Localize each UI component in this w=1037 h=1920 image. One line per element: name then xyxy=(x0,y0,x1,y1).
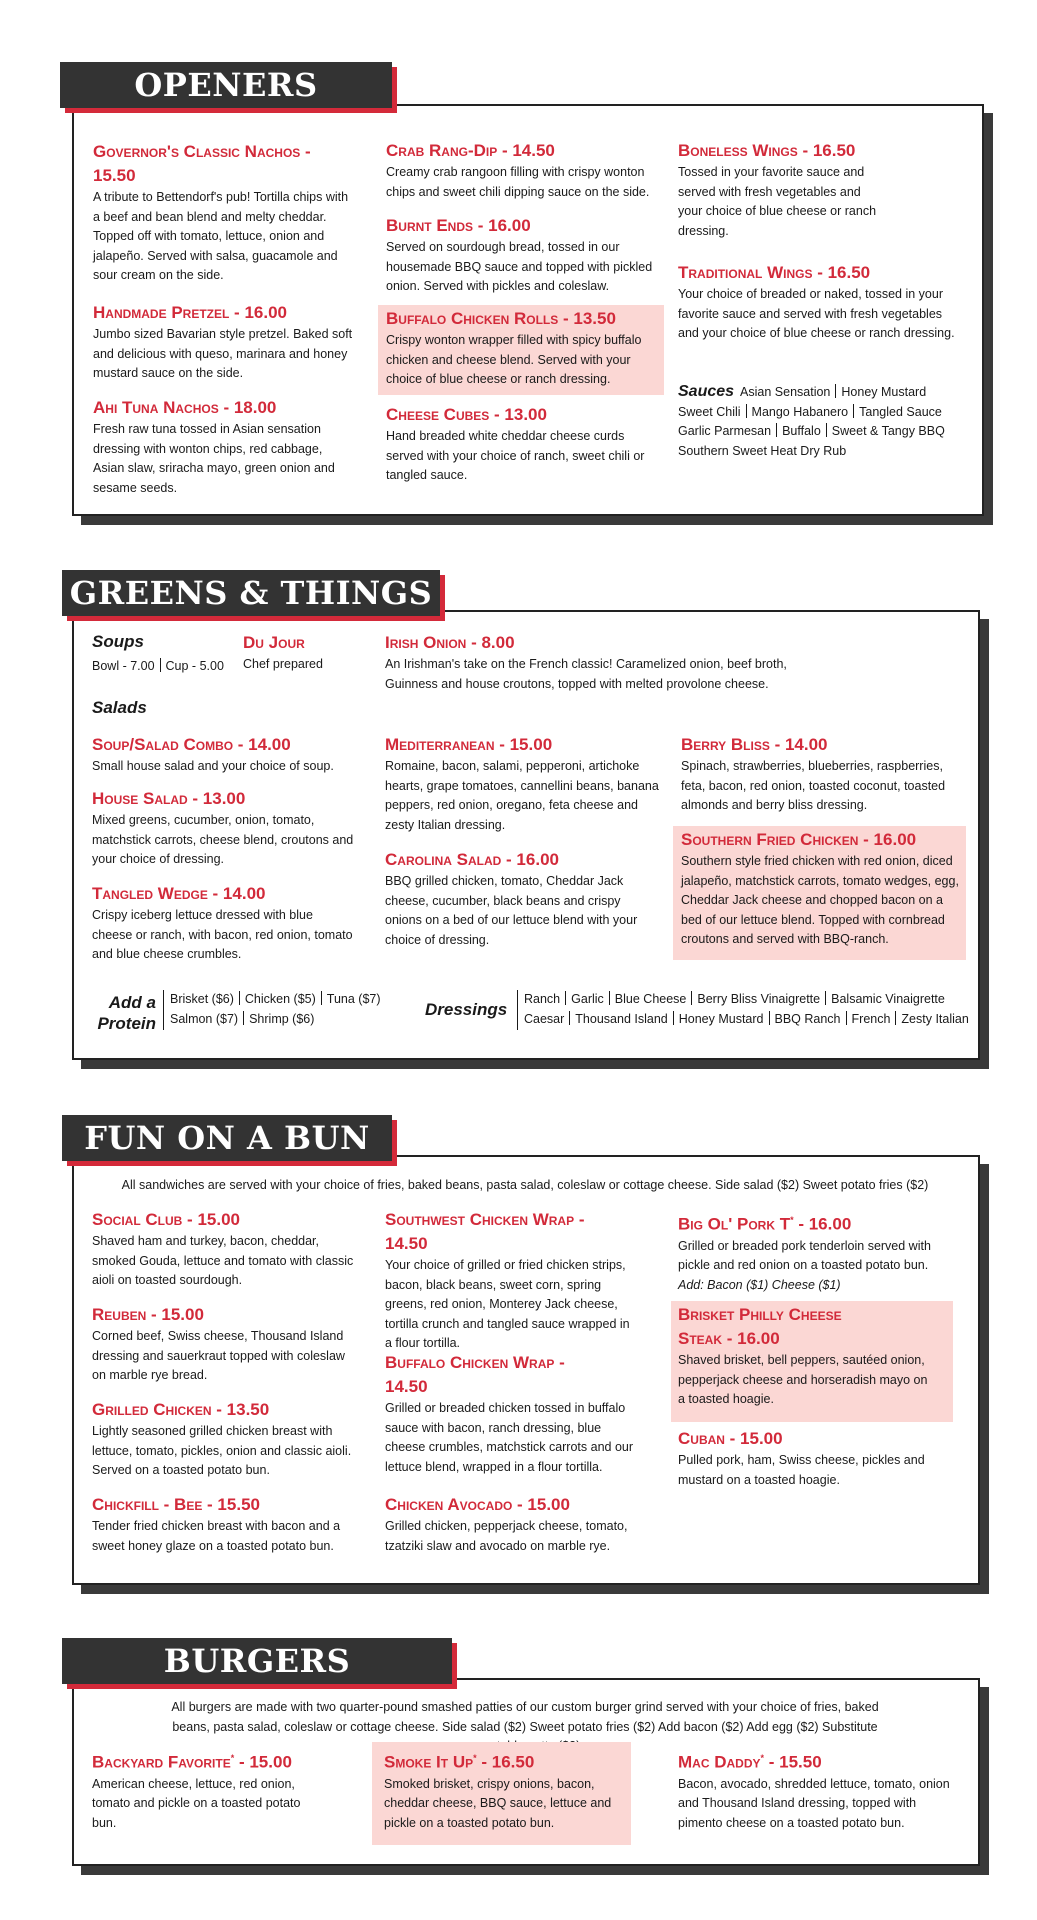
item-desc: Small house salad and your choice of soup. xyxy=(92,759,334,773)
item-name: Burnt Ends - 16.00 xyxy=(386,216,531,235)
menu-item xyxy=(678,1427,928,1490)
sauce-item: Garlic Parmesan xyxy=(678,424,772,439)
protein-label xyxy=(92,992,156,1034)
item-desc: Shaved brisket, bell peppers, sautéed onion, pepperjack cheese and horseradish mayo on a toasted hoagie. xyxy=(678,1353,928,1407)
sauces-list xyxy=(678,382,968,461)
dressing-option: Ranch xyxy=(524,992,561,1006)
protein-option: Brisket ($6) xyxy=(170,992,234,1006)
menu-item xyxy=(386,139,654,202)
dressing-option: French xyxy=(851,1011,891,1026)
menu-item xyxy=(92,1398,354,1481)
sauce-item: Mango Habanero xyxy=(751,404,849,419)
item-desc: Crispy wonton wrapper filled with spicy buffalo chicken and cheese blend. Served with your choice of blue cheese or ranch dressing. xyxy=(386,333,642,387)
menu-item xyxy=(92,787,354,870)
sauce-item: Buffalo xyxy=(782,424,821,439)
soup-sizes xyxy=(92,657,224,677)
item-name: Backyard Favorite* - 15.00 xyxy=(92,1752,292,1772)
menu-item xyxy=(92,1746,362,1833)
bun-note: All sandwiches are served with your choice of fries, baked beans, pasta salad, coleslaw or cottage cheese. Side salad ($2) Sweet potato fries ($2) xyxy=(121,1178,929,1192)
sauces-label: Sauces xyxy=(678,383,735,400)
menu-item xyxy=(385,631,840,694)
bun-title: FUN ON A BUN xyxy=(62,1115,392,1161)
openers-title: OPENERS xyxy=(60,62,392,108)
protein-option: Salmon ($7) xyxy=(170,1011,239,1026)
greens-title: GREENS & THINGS xyxy=(62,570,440,616)
item-desc: An Irishman's take on the French classic! Caramelized onion, beef broth, Guinness and house croutons, topped with melted provolone cheese. xyxy=(385,657,787,691)
sauce-item: Tangled Sauce xyxy=(859,404,942,419)
item-name: Ahi Tuna Nachos - 18.00 xyxy=(93,398,277,417)
item-desc: Your choice of grilled or fried chicken strips, bacon, black beans, sweet corn, spring greens, red onion, Monterey Jack cheese, tortilla crunch and tangled sauce wrapped in a flour tortilla. xyxy=(385,1258,630,1351)
item-desc: Corned beef, Swiss cheese, Thousand Island dressing and sauerkraut topped with coleslaw on marble rye bread. xyxy=(92,1329,345,1383)
dressings-list xyxy=(524,990,974,1029)
protein-option: Tuna ($7) xyxy=(326,992,381,1006)
menu-item xyxy=(678,139,878,241)
item-desc: Spinach, strawberries, blueberries, raspberries, feta, bacon, red onion, toasted coconut, toasted almonds and berry bliss dressing. xyxy=(681,759,946,813)
menu-item xyxy=(93,396,355,498)
item-desc: Bacon, avocado, shredded lettuce, tomato, onion and Thousand Island dressing, topped with pimento cheese on a toasted potato bun. xyxy=(678,1776,950,1830)
soup-size: Cup - 5.00 xyxy=(165,659,224,673)
item-name: Cuban - 15.00 xyxy=(678,1429,783,1448)
protein-label-a: Add a xyxy=(108,993,156,1012)
item-desc: BBQ grilled chicken, tomato, Cheddar Jack cheese, cucumber, black beans and crispy onions on a bed of our lettuce blend with your choice of dressing. xyxy=(385,874,638,947)
item-name: Mediterranean - 15.00 xyxy=(385,735,553,754)
item-name: Boneless Wings - 16.50 xyxy=(678,141,856,160)
menu-item xyxy=(678,1208,943,1295)
menu-item xyxy=(93,301,355,384)
item-desc: Grilled chicken, pepperjack cheese, tomato, tzatziki slaw and avocado on marble rye. xyxy=(385,1519,628,1553)
item-name: Soup/Salad Combo - 14.00 xyxy=(92,735,291,754)
item-name: Chickfill - Bee - 15.50 xyxy=(92,1495,260,1514)
item-name: Southern Fried Chicken - 16.00 xyxy=(681,830,917,849)
item-name: House Salad - 13.00 xyxy=(92,789,246,808)
item-desc: Hand breaded white cheddar cheese curds served with your choice of ranch, sweet chili or tangled sauce. xyxy=(386,429,645,483)
item-desc: Fresh raw tuna tossed in Asian sensation dressing with wonton chips, red cabbage, Asian slaw, sriracha mayo, green onion and sesame seeds. xyxy=(93,422,335,495)
item-name: Berry Bliss - 14.00 xyxy=(681,735,828,754)
item-desc: Pulled pork, ham, Swiss cheese, pickles and mustard on a toasted hoagie. xyxy=(678,1453,925,1487)
sauce-item: Sweet Chili xyxy=(678,404,741,419)
item-name: Chicken Avocado - 15.00 xyxy=(385,1495,570,1514)
menu-item xyxy=(92,733,354,777)
item-name: Buffalo Chicken Wrap - 14.50 xyxy=(385,1353,565,1396)
burgers-note: All burgers are made with two quarter-pound smashed patties of our custom burger grind served with your choice of fries, baked beans, pasta salad, coleslaw or cottage cheese. Side salad ($2) Sweet potato fries ($2) Add bacon ($2) Add egg ($2) Substitute xyxy=(171,1700,879,1734)
menu-item xyxy=(92,1303,354,1386)
dressing-option: Zesty Italian xyxy=(901,1011,969,1026)
item-desc: Lightly seasoned grilled chicken breast with lettuce, tomato, pickles, onion and classic aioli. Served on a toasted potato bun. xyxy=(92,1424,352,1478)
item-desc: Served on sourdough bread, tossed in our housemade BBQ sauce and topped with pickled onion. Served with pickles and coleslaw. xyxy=(386,240,653,294)
item-desc: Grilled or breaded chicken tossed in buffalo sauce with bacon, ranch dressing, blue cheese crumbles, matchstick carrots and our lettuce blend, wrapped in a flour tortilla. xyxy=(385,1401,634,1474)
item-desc: Shaved ham and turkey, bacon, cheddar, smoked Gouda, lettuce and tomato with classic aioli on toasted sourdough. xyxy=(92,1234,354,1288)
sauce-item: Southern Sweet Heat Dry Rub xyxy=(678,443,847,458)
item-desc: Smoked brisket, crispy onions, bacon, cheddar cheese, BBQ sauce, lettuce and pickle on a toasted potato bun. xyxy=(384,1776,612,1830)
item-desc: Romaine, bacon, salami, pepperoni, artichoke hearts, grape tomatoes, cannellini beans, banana peppers, red onion, oregano, feta cheese and zesty Italian dressing. xyxy=(385,759,659,832)
item-name: Big Ol' Pork T* - 16.00 xyxy=(678,1214,852,1234)
item-desc: Tender fried chicken breast with bacon and a sweet honey glaze on a toasted potato bun. xyxy=(92,1519,341,1553)
item-name: Grilled Chicken - 13.50 xyxy=(92,1400,270,1419)
sauce-item: Sweet & Tangy BBQ xyxy=(831,424,945,439)
dressings-label: Dressings xyxy=(425,1000,508,1019)
item-name: Handmade Pretzel - 16.00 xyxy=(93,303,287,322)
item-name: Brisket Philly Cheese Steak - 16.00 xyxy=(678,1305,842,1348)
dressing-option: Thousand Island xyxy=(575,1011,668,1026)
menu-item xyxy=(385,1351,640,1477)
sauce-item: Honey Mustard xyxy=(841,385,927,399)
protein-list xyxy=(170,990,390,1029)
item-name: Irish Onion - 8.00 xyxy=(385,633,515,652)
item-name: Traditional Wings - 16.50 xyxy=(678,263,871,282)
menu-item xyxy=(385,1493,640,1556)
menu-item xyxy=(681,733,951,816)
item-desc: Southern style fried chicken with red onion, diced jalapeño, matchstick carrots, tomato wedges, egg, Cheddar Jack cheese and chopped bacon on a bed of our lettuce blend. Topped with cornbread croutons and served with BBQ-ranch. xyxy=(681,854,959,947)
menu-item xyxy=(386,403,654,486)
protein-option: Chicken ($5) xyxy=(244,992,316,1006)
menu-item xyxy=(678,261,963,344)
item-desc: American cheese, lettuce, red onion, tomato and pickle on a toasted potato bun. xyxy=(92,1776,301,1830)
menu-item xyxy=(92,1208,354,1291)
item-name: Smoke It Up* - 16.50 xyxy=(384,1752,535,1772)
sauce-item: Asian Sensation xyxy=(740,385,831,399)
menu-item xyxy=(92,882,354,965)
item-desc: Creamy crab rangoon filling with crispy wonton chips and sweet chili dipping sauce on the side. xyxy=(386,165,650,199)
item-name: Southwest Chicken Wrap - 14.50 xyxy=(385,1210,585,1253)
item-name: Reuben - 15.00 xyxy=(92,1305,204,1324)
menu-item xyxy=(678,1303,928,1410)
menu-item xyxy=(92,1493,354,1556)
menu-item xyxy=(678,1746,960,1833)
item-desc: Tossed in your favorite sauce and served with fresh vegetables and your choice of blue cheese or ranch dressing. xyxy=(678,165,877,238)
item-name: Du Jour xyxy=(243,633,305,652)
dressing-option: Balsamic Vinaigrette xyxy=(831,992,945,1006)
menu-item xyxy=(385,848,660,950)
item-name: Carolina Salad - 16.00 xyxy=(385,850,559,869)
menu-item xyxy=(384,1746,629,1833)
menu-item xyxy=(243,631,353,675)
item-desc: Your choice of breaded or naked, tossed in your favorite sauce and served with fresh vegetables and your choice of blue cheese or ranch dressing. xyxy=(678,287,955,341)
dressing-option: Blue Cheese xyxy=(614,992,687,1006)
item-desc: Chef prepared xyxy=(243,657,323,671)
dressing-option: Caesar xyxy=(524,1011,565,1026)
item-name: Buffalo Chicken Rolls - 13.50 xyxy=(386,309,616,328)
protein-option: Shrimp ($6) xyxy=(249,1011,315,1026)
item-name: Cheese Cubes - 13.00 xyxy=(386,405,547,424)
item-name: Governor's Classic Nachos - 15.50 xyxy=(93,142,311,185)
item-desc: Grilled or breaded pork tenderloin served with pickle and red onion on a toasted potato bun. xyxy=(678,1238,931,1273)
item-desc: Jumbo sized Bavarian style pretzel. Baked soft and delicious with queso, marinara and honey mustard sauce on the side. xyxy=(93,327,353,381)
menu-item xyxy=(386,214,654,297)
menu-item xyxy=(93,140,355,286)
item-name: Crab Rang-Dip - 14.50 xyxy=(386,141,555,160)
item-name: Mac Daddy* - 15.50 xyxy=(678,1752,822,1772)
dressing-option: BBQ Ranch xyxy=(774,1011,841,1026)
item-desc: Mixed greens, cucumber, onion, tomato, matchstick carrots, cheese blend, croutons and your choice of dressing. xyxy=(92,813,354,867)
menu-item xyxy=(385,1208,640,1354)
item-desc: A tribute to Bettendorf's pub! Tortilla chips with a beef and bean blend and melty cheddar. Topped off with tomato, lettuce, onion and jalapeño. Served with salsa, guacamole and sour cream on the side. xyxy=(93,190,349,283)
soups-label: Soups xyxy=(92,632,144,651)
protein-label-b: Protein xyxy=(97,1014,156,1033)
item-name: Social Club - 15.00 xyxy=(92,1210,240,1229)
item-desc: Crispy iceberg lettuce dressed with blue cheese or ranch, with bacon, red onion, tomato and blue cheese crumbles. xyxy=(92,908,353,962)
soup-size: Bowl - 7.00 xyxy=(92,659,155,673)
salads-label: Salads xyxy=(92,698,147,717)
item-addon: Add: Bacon ($1) Cheese ($1) xyxy=(678,1277,841,1292)
menu-item xyxy=(385,733,660,835)
item-name: Tangled Wedge - 14.00 xyxy=(92,884,266,903)
burgers-title: BURGERS xyxy=(62,1638,452,1684)
dressing-option: Garlic xyxy=(571,992,604,1006)
menu-item xyxy=(681,828,961,950)
dressing-option: Berry Bliss Vinaigrette xyxy=(697,992,821,1006)
menu-item xyxy=(386,307,656,390)
dressing-option: Honey Mustard xyxy=(678,1011,764,1026)
